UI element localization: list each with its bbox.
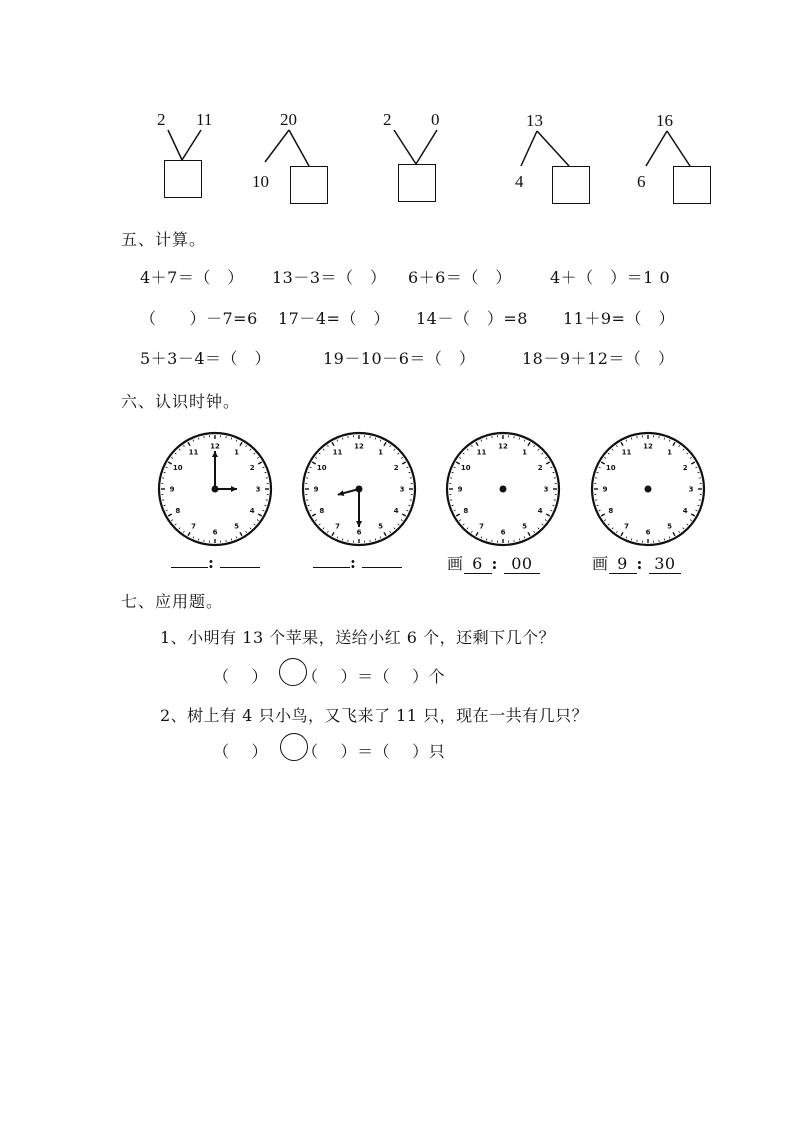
clock4-draw-label	[592, 551, 681, 574]
q2-answer-line[interactable]	[213, 739, 445, 762]
clock-numeral: 11	[332, 448, 343, 457]
clock-numeral: 10	[172, 464, 183, 472]
decomp1-left: 2	[157, 110, 166, 129]
clock-numeral: 8	[463, 507, 469, 515]
q1-close-paren-2: ）	[340, 667, 358, 686]
calc-r2-c4[interactable]: 11＋9=（ ）	[563, 309, 675, 328]
clock-center-dot	[645, 486, 652, 493]
q2-close-paren: ）	[251, 742, 269, 761]
clock-numeral: 6	[500, 528, 506, 537]
calc-r1-c3[interactable]: 6＋6＝（ ）	[408, 268, 512, 287]
clock-numeral: 2	[682, 464, 688, 472]
clock-numeral: 3	[688, 485, 694, 494]
clock-3[interactable]	[443, 429, 563, 549]
clock-numeral: 9	[602, 485, 608, 494]
clock-4[interactable]	[588, 429, 708, 549]
q1-close-paren: ）	[251, 667, 269, 686]
section6-title: 六、认识时钟。	[121, 392, 241, 411]
clock-numeral: 2	[537, 464, 543, 472]
q2-unit: ）只	[412, 742, 446, 761]
clock-numeral: 5	[378, 522, 383, 531]
q1-open-paren: （	[213, 667, 230, 686]
draw1-minute: 00	[504, 554, 540, 574]
clock-numeral: 7	[335, 522, 340, 531]
q2-open-paren-2: （	[302, 742, 319, 761]
draw2-minute: 30	[649, 554, 681, 574]
clock-numeral: 6	[645, 528, 651, 537]
decomp2-top: 20	[280, 110, 297, 129]
clock-numeral: 12	[498, 442, 508, 451]
clock-numeral: 8	[319, 507, 325, 515]
clock-numeral: 10	[316, 464, 327, 472]
clock-numeral: 1	[522, 448, 527, 457]
q1-answer-line[interactable]	[213, 664, 445, 687]
section5-title: 五、计算。	[121, 230, 207, 249]
clock-numeral: 5	[522, 522, 527, 531]
clock-numeral: 1	[378, 448, 383, 457]
clock-numeral: 2	[393, 464, 399, 472]
section7-title: 七、应用题。	[121, 592, 224, 611]
clock-numeral: 9	[169, 485, 175, 494]
calc-r2-c1[interactable]: （ ）－7=6	[140, 309, 258, 328]
calc-r3-c1[interactable]: 5＋3－4＝（ ）	[140, 349, 272, 368]
clock-numeral: 12	[354, 442, 364, 451]
clock-numeral: 2	[249, 464, 255, 472]
clock2-colon: :	[350, 553, 357, 572]
q1-operator-circle[interactable]	[279, 658, 307, 686]
clock-numeral: 7	[624, 522, 629, 531]
word-problem-1: 1、小明有 13 个苹果，送给小红 6 个，还剩下几个？	[160, 628, 556, 647]
clock1-hour-blank[interactable]	[171, 553, 208, 568]
calc-r3-c2[interactable]: 19－10－6＝（ ）	[323, 349, 476, 368]
clock-numeral: 1	[667, 448, 672, 457]
clock-numeral: 6	[212, 528, 218, 537]
decomp4-bottom-left: 4	[515, 172, 524, 191]
draw1-hour: 6	[464, 554, 492, 574]
draw1-colon: :	[491, 554, 498, 573]
clock-numeral: 3	[255, 485, 261, 494]
clock1-minute-blank[interactable]	[220, 553, 260, 568]
clock-2	[299, 429, 419, 549]
clock1-colon: :	[208, 553, 215, 572]
decomp5-top: 16	[656, 111, 673, 130]
decomp4-top: 13	[526, 111, 543, 130]
calc-r2-c2[interactable]: 17－4=（ ）	[278, 309, 390, 328]
q2-equals: ＝（	[357, 742, 391, 761]
q2-open-paren: （	[213, 742, 230, 761]
decomp2-bottom-left: 10	[252, 172, 269, 191]
clock-numeral: 3	[543, 485, 549, 494]
draw-label-2: 画	[592, 554, 609, 573]
clock-numeral: 4	[537, 507, 543, 515]
q2-operator-circle[interactable]	[280, 733, 308, 761]
draw-label-1: 画	[447, 554, 464, 573]
draw2-hour: 9	[609, 554, 637, 574]
clock-numeral: 11	[476, 448, 487, 457]
decomp5-bottom-left: 6	[637, 172, 646, 191]
decomp3-right: 0	[431, 110, 440, 129]
clock-center-dot	[356, 486, 363, 493]
q2-close-paren-2: ）	[340, 742, 358, 761]
clock-numeral: 4	[393, 507, 399, 515]
clock-numeral: 4	[249, 507, 255, 515]
clock3-draw-label	[447, 551, 540, 574]
clock-numeral: 10	[460, 464, 471, 472]
clock-numeral: 5	[667, 522, 672, 531]
clock-numeral: 8	[608, 507, 614, 515]
answer-box-3[interactable]	[398, 164, 436, 202]
calc-r1-c1[interactable]: 4＋7＝（ ）	[140, 268, 244, 287]
clock-center-dot	[212, 486, 219, 493]
clock-numeral: 10	[605, 464, 616, 472]
calc-r2-c3[interactable]: 14－（ ）=8	[416, 309, 528, 328]
clock-numeral: 9	[313, 485, 319, 494]
clock-numeral: 12	[643, 442, 653, 451]
calc-r1-c4[interactable]: 4＋（ ）＝1 0	[550, 268, 671, 287]
answer-box-4[interactable]	[552, 166, 590, 204]
clock-numeral: 3	[399, 485, 405, 494]
clock-numeral: 5	[234, 522, 239, 531]
clock-numeral: 9	[457, 485, 463, 494]
clock-center-dot	[500, 486, 507, 493]
clock-numeral: 4	[682, 507, 688, 515]
clock-numeral: 11	[188, 448, 199, 457]
q1-equals: ＝（	[357, 667, 391, 686]
clock-numeral: 11	[621, 448, 632, 457]
clock2-hour-blank[interactable]	[313, 553, 350, 568]
clock2-answer[interactable]	[313, 553, 402, 572]
word-problem-2: 2、树上有 4 只小鸟，又飞来了 11 只，现在一共有几只？	[160, 706, 589, 725]
calc-r3-c3[interactable]: 18－9＋12＝（ ）	[522, 349, 675, 368]
clock-numeral: 7	[191, 522, 196, 531]
answer-box-5[interactable]	[673, 166, 711, 204]
calc-r1-c2[interactable]: 13－3＝（ ）	[272, 268, 387, 287]
decomp1-right: 11	[196, 110, 213, 129]
q1-open-paren-2: （	[302, 667, 319, 686]
clock-numeral: 7	[479, 522, 484, 531]
clock-numeral: 1	[234, 448, 239, 457]
decomp3-left: 2	[383, 110, 392, 129]
q1-unit: ）个	[412, 667, 446, 686]
clock-numeral: 6	[356, 528, 362, 537]
clock-1	[155, 429, 275, 549]
answer-box-1[interactable]	[164, 160, 202, 198]
clock1-answer[interactable]	[171, 553, 260, 572]
draw2-colon: :	[636, 554, 643, 573]
clock2-minute-blank[interactable]	[362, 553, 402, 568]
answer-box-2[interactable]	[290, 166, 328, 204]
clock-numeral: 12	[210, 442, 220, 451]
clock-numeral: 8	[175, 507, 181, 515]
